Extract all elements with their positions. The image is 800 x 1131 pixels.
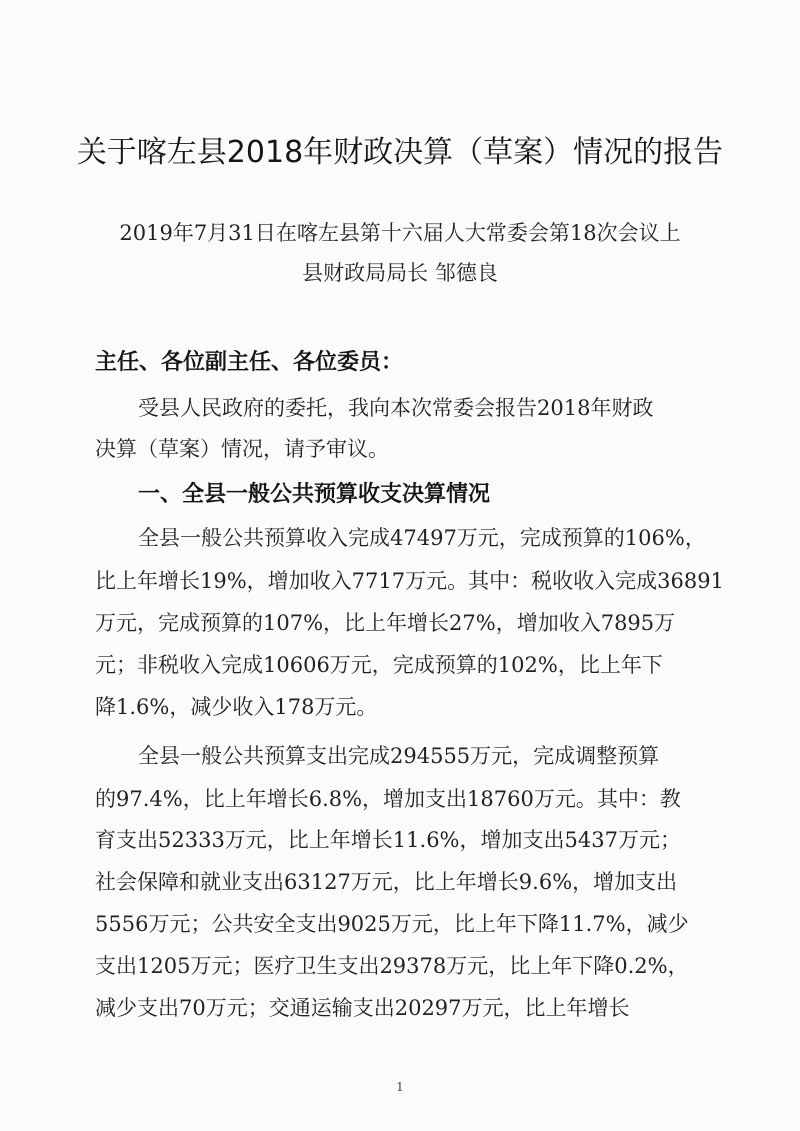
paragraph-line: 支出1205万元；医疗卫生支出29378万元，比上年下降0.2%， (95, 954, 689, 978)
paragraph-line: 比上年增长19%，增加收入7717万元。其中：税收收入完成36891 (95, 569, 724, 593)
paragraph-line: 育支出52333万元，比上年增长11.6%，增加支出5437万元； (95, 828, 681, 852)
paragraph-line: 社会保障和就业支出63127万元，比上年增长9.6%，增加支出 (95, 870, 678, 894)
reporter-line: 县财政局局长 邹德良 (302, 261, 498, 285)
paragraph-line: 全县一般公共预算支出完成294555万元，完成调整预算 (138, 744, 660, 768)
intro-line: 受县人民政府的委托，我向本次常委会报告2018年财政 (138, 396, 654, 420)
paragraph-line: 的97.4%，比上年增长6.8%，增加支出18760万元。其中：教 (95, 787, 681, 811)
paragraph-line: 全县一般公共预算收入完成47497万元，完成预算的106%， (138, 526, 706, 550)
paragraph-line: 元；非税收入完成10606万元，完成预算的102%，比上年下 (95, 653, 663, 677)
meeting-date-line: 2019年7月31日在喀左县第十六届人大常委会第18次会议上 (119, 221, 681, 245)
document-title: 关于喀左县2018年财政决算（草案）情况的报告 (76, 135, 724, 170)
salutation: 主任、各位副主任、各位委员： (95, 350, 404, 375)
paragraph-line: 降1.6%，减少收入178万元。 (95, 695, 378, 719)
page-number: 1 (396, 1080, 404, 1094)
intro-line: 决算（草案）情况，请予审议。 (95, 437, 389, 461)
section-heading: 一、全县一般公共预算收支决算情况 (138, 482, 491, 507)
paragraph-line: 减少支出70万元；交通运输支出20297万元，比上年增长 (95, 996, 630, 1020)
paragraph-line: 万元，完成预算的107%，比上年增长27%，增加收入7895万 (95, 611, 676, 635)
paragraph-line: 5556万元；公共安全支出9025万元，比上年下降11.7%，减少 (95, 912, 689, 936)
